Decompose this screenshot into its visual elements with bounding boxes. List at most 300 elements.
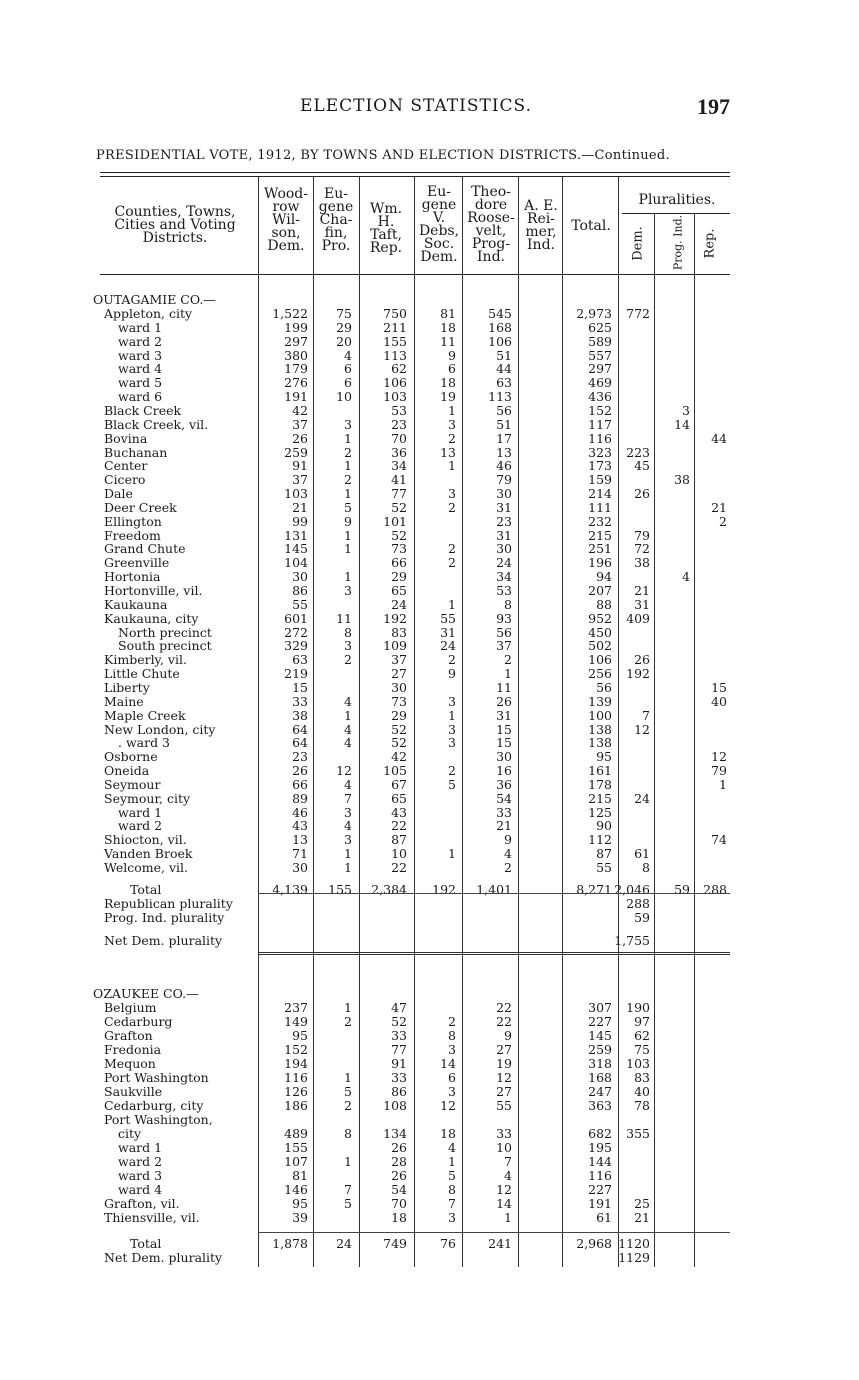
district-name: Grafton, vil. — [104, 1196, 180, 1211]
cell-total: 116 — [588, 1168, 612, 1183]
cell-total: 215 — [588, 527, 612, 543]
district-name: Net Dem. plurality — [104, 1250, 223, 1265]
district-name: Maple Creek — [104, 707, 186, 723]
cell-wilson: 81 — [292, 1168, 308, 1183]
cell-debs: 12 — [440, 1098, 456, 1113]
total-row — [0, 1237, 859, 1251]
cell-total: 144 — [588, 1154, 612, 1169]
district-name: ward 4 — [118, 361, 163, 377]
cell-dem: 72 — [634, 541, 650, 557]
cell-taft: 42 — [391, 749, 407, 765]
cell-roosevelt: 13 — [496, 444, 512, 460]
cell-total: 139 — [588, 693, 612, 709]
cell-chafin: 12 — [336, 763, 352, 779]
cell-roosevelt: 22 — [496, 1000, 512, 1015]
cell-debs: 2 — [448, 1014, 456, 1029]
district-name: Total — [130, 1236, 162, 1251]
cell-total: 436 — [588, 389, 612, 405]
cell-taft: 24 — [391, 596, 407, 612]
district-name: Total — [130, 881, 162, 897]
cell-rep: 74 — [711, 832, 727, 848]
cell-dem: 223 — [626, 444, 650, 460]
cell-total: 232 — [588, 513, 612, 529]
cell-debs: 1 — [448, 458, 456, 474]
cell-debs: 3 — [448, 721, 456, 737]
district-name: Fredonia — [104, 1042, 162, 1057]
cell-roosevelt: 10 — [496, 1140, 512, 1155]
col-header-total: Total. — [571, 218, 611, 234]
cell-prog: 4 — [682, 569, 690, 585]
district-name: Cedarburg, city — [104, 1098, 204, 1113]
col-header-chafin: Eu-gene Cha-fin, Pro. — [318, 186, 354, 254]
table-row — [0, 321, 859, 335]
cell-total: 94 — [596, 569, 612, 585]
table-row — [0, 764, 859, 778]
cell-total: 138 — [588, 735, 612, 751]
table-row — [0, 307, 859, 321]
district-name: ward 1 — [118, 319, 163, 335]
cell-taft: 26 — [391, 1140, 407, 1155]
cell-dem: 1,755 — [614, 932, 650, 948]
cell-taft: 29 — [391, 707, 407, 723]
district-name: Greenville — [104, 555, 170, 571]
cell-roosevelt: 9 — [504, 832, 512, 848]
cell-rep: 15 — [711, 679, 727, 695]
cell-debs: 18 — [440, 1126, 456, 1141]
cell-dem: 97 — [634, 1014, 650, 1029]
cell-debs: 13 — [440, 444, 456, 460]
cell-taft: 36 — [391, 444, 407, 460]
cell-roosevelt: 51 — [496, 416, 512, 432]
cell-taft: 70 — [391, 430, 407, 446]
cell-total: 8,271 — [576, 881, 612, 897]
cell-roosevelt: 7 — [504, 1154, 512, 1169]
cell-roosevelt: 33 — [496, 804, 512, 820]
cell-debs: 5 — [448, 1168, 456, 1183]
cell-prog: 14 — [674, 416, 690, 432]
cell-dem: 288 — [626, 895, 650, 911]
cell-chafin: 2 — [344, 1014, 352, 1029]
cell-dem: 1120 — [618, 1236, 650, 1251]
cell-taft: 26 — [391, 1168, 407, 1183]
cell-debs: 19 — [440, 389, 456, 405]
cell-dem: 31 — [634, 596, 650, 612]
cell-wilson: 38 — [292, 707, 308, 723]
cell-total: 469 — [588, 375, 612, 391]
cell-prog: 3 — [682, 402, 690, 418]
cell-chafin: 1 — [344, 1070, 352, 1085]
table-row — [0, 432, 859, 446]
cell-roosevelt: 23 — [496, 513, 512, 529]
cell-roosevelt: 4 — [504, 846, 512, 862]
cell-debs: 2 — [448, 430, 456, 446]
cell-wilson: 95 — [292, 1028, 308, 1043]
header-bottom-rule — [100, 274, 730, 275]
cell-taft: 27 — [391, 666, 407, 682]
cell-wilson: 99 — [292, 513, 308, 529]
cell-debs: 3 — [448, 1210, 456, 1225]
cell-wilson: 194 — [284, 1056, 308, 1071]
cell-roosevelt: 54 — [496, 790, 512, 806]
table-row — [0, 598, 859, 612]
cell-chafin: 3 — [344, 583, 352, 598]
cell-taft: 211 — [383, 319, 407, 335]
table-row — [0, 667, 859, 681]
page-header-title: ELECTION STATISTICS. — [300, 96, 532, 116]
cell-roosevelt: 22 — [496, 1014, 512, 1029]
cell-taft: 73 — [391, 541, 407, 557]
table-row — [0, 695, 859, 709]
cell-taft: 22 — [391, 860, 407, 875]
cell-chafin: 3 — [344, 832, 352, 848]
table-row — [0, 515, 859, 529]
district-name: Center — [104, 458, 148, 474]
cell-debs: 81 — [440, 306, 456, 321]
cell-chafin: 9 — [344, 513, 352, 529]
cell-dem: 103 — [626, 1056, 650, 1071]
cell-dem: 25 — [634, 1196, 650, 1211]
table-row — [0, 792, 859, 806]
cell-roosevelt: 17 — [496, 430, 512, 446]
cell-dem: 1129 — [618, 1250, 650, 1265]
district-name: ward 3 — [118, 347, 163, 363]
cell-dem: 79 — [634, 527, 650, 543]
table-row — [0, 1211, 859, 1225]
district-name: Seymour, city — [104, 790, 191, 806]
page-number: 197 — [697, 94, 730, 119]
cell-rep: 288 — [703, 881, 727, 897]
cell-total: 502 — [588, 638, 612, 654]
cell-chafin: 1 — [344, 458, 352, 474]
cell-chafin: 1 — [344, 1000, 352, 1015]
table-row — [0, 1015, 859, 1029]
cell-debs: 1 — [448, 596, 456, 612]
cell-total: 363 — [588, 1098, 612, 1113]
cell-roosevelt: 8 — [504, 596, 512, 612]
cell-roosevelt: 36 — [496, 776, 512, 792]
cell-total: 297 — [588, 361, 612, 377]
cell-taft: 18 — [391, 1210, 407, 1225]
table-row — [0, 1071, 859, 1085]
cell-roosevelt: 33 — [496, 1126, 512, 1141]
cell-debs: 2 — [448, 541, 456, 557]
cell-taft: 47 — [391, 1000, 407, 1015]
cell-debs: 6 — [448, 361, 456, 377]
cell-chafin: 24 — [336, 1236, 352, 1251]
district-name: Port Washington, — [104, 1112, 213, 1127]
table-row — [0, 1127, 859, 1141]
cell-wilson: 380 — [284, 347, 308, 363]
cell-taft: 43 — [391, 804, 407, 820]
table-row — [0, 487, 859, 501]
cell-total: 227 — [588, 1014, 612, 1029]
cell-dem: 24 — [634, 790, 650, 806]
district-name: . ward 3 — [118, 735, 171, 751]
table-row — [0, 1183, 859, 1197]
cell-total: 318 — [588, 1056, 612, 1071]
cell-taft: 66 — [391, 555, 407, 571]
cell-debs: 2 — [448, 763, 456, 779]
cell-rep: 2 — [719, 513, 727, 529]
cell-wilson: 64 — [292, 735, 308, 751]
cell-chafin: 1 — [344, 860, 352, 875]
plurality-row — [0, 897, 859, 911]
cell-wilson: 21 — [292, 499, 308, 515]
cell-chafin: 1 — [344, 846, 352, 862]
cell-debs: 55 — [440, 610, 456, 626]
cell-chafin: 4 — [344, 693, 352, 709]
county-heading — [0, 987, 859, 1001]
cell-chafin: 6 — [344, 375, 352, 391]
cell-wilson: 219 — [284, 666, 308, 682]
cell-total: 90 — [596, 818, 612, 834]
cell-rep: 79 — [711, 763, 727, 779]
cell-chafin: 2 — [344, 1098, 352, 1113]
top-rule — [100, 172, 730, 173]
cell-roosevelt: 2 — [504, 652, 512, 668]
cell-wilson: 126 — [284, 1084, 308, 1099]
cell-wilson: 145 — [284, 541, 308, 557]
cell-roosevelt: 34 — [496, 569, 512, 585]
cell-roosevelt: 11 — [496, 679, 512, 695]
cell-wilson: 33 — [292, 693, 308, 709]
cell-wilson: 272 — [284, 624, 308, 640]
cell-roosevelt: 56 — [496, 402, 512, 418]
cell-dem: 7 — [642, 707, 650, 723]
table-row — [0, 404, 859, 418]
net-plurality-row — [0, 934, 859, 948]
cell-total: 116 — [588, 430, 612, 446]
cell-chafin: 2 — [344, 472, 352, 488]
cell-taft: 192 — [383, 610, 407, 626]
cell-dem: 8 — [642, 860, 650, 875]
cell-debs: 24 — [440, 638, 456, 654]
cell-total: 2,968 — [576, 1236, 612, 1251]
cell-debs: 6 — [448, 1070, 456, 1085]
cell-taft: 52 — [391, 721, 407, 737]
district-name: New London, city — [104, 721, 216, 737]
district-name: Thiensville, vil. — [104, 1210, 200, 1225]
table-title: PRESIDENTIAL VOTE, 1912, BY TOWNS AND ELECTION DISTRICTS.—Continued. — [96, 148, 670, 163]
district-name: Black Creek, vil. — [104, 416, 209, 432]
cell-wilson: 46 — [292, 804, 308, 820]
cell-wilson: 152 — [284, 1042, 308, 1057]
district-name: Hortonville, vil. — [104, 583, 203, 598]
col-header-roosevelt: Theo-dore Roose-velt, Prog-Ind. — [467, 184, 515, 265]
cell-roosevelt: 241 — [488, 1236, 512, 1251]
cell-debs: 3 — [448, 416, 456, 432]
cell-roosevelt: 2 — [504, 860, 512, 875]
cell-taft: 65 — [391, 790, 407, 806]
cell-wilson: 489 — [284, 1126, 308, 1141]
table-row — [0, 501, 859, 515]
cell-chafin: 4 — [344, 721, 352, 737]
cell-total: 56 — [596, 679, 612, 695]
cell-debs: 192 — [432, 881, 456, 897]
cell-wilson: 63 — [292, 652, 308, 668]
cell-wilson: 104 — [284, 555, 308, 571]
cell-roosevelt: 30 — [496, 749, 512, 765]
col-header-district: Counties, Towns, Cities and Voting Districts. — [114, 204, 236, 246]
cell-debs: 1 — [448, 1154, 456, 1169]
cell-dem: 772 — [626, 306, 650, 321]
cell-dem: 62 — [634, 1028, 650, 1043]
cell-debs: 8 — [448, 1182, 456, 1197]
cell-total: 55 — [596, 860, 612, 875]
table-row — [0, 1197, 859, 1211]
cell-prog: 38 — [674, 472, 690, 488]
district-name: Republican plurality — [104, 895, 233, 911]
district-name: Prog. Ind. plurality — [104, 909, 225, 925]
cell-roosevelt: 31 — [496, 499, 512, 515]
cell-debs: 11 — [440, 333, 456, 349]
cell-chafin: 8 — [344, 1126, 352, 1141]
cell-chafin: 1 — [344, 569, 352, 585]
cell-roosevelt: 545 — [488, 306, 512, 321]
cell-chafin: 5 — [344, 499, 352, 515]
cell-dem: 38 — [634, 555, 650, 571]
cell-debs: 5 — [448, 776, 456, 792]
cell-roosevelt: 113 — [488, 389, 512, 405]
cell-chafin: 3 — [344, 804, 352, 820]
cell-wilson: 186 — [284, 1098, 308, 1113]
table-row — [0, 1057, 859, 1071]
district-name: Cicero — [104, 472, 146, 488]
col-header-debs: Eu-gene V. Debs, Soc. Dem. — [418, 184, 460, 265]
cell-wilson: 131 — [284, 527, 308, 543]
cell-roosevelt: 1 — [504, 666, 512, 682]
cell-wilson: 71 — [292, 846, 308, 862]
cell-chafin: 75 — [336, 306, 352, 321]
cell-taft: 113 — [383, 347, 407, 363]
cell-total: 589 — [588, 333, 612, 349]
cell-chafin: 1 — [344, 527, 352, 543]
cell-rep: 12 — [711, 749, 727, 765]
district-name: Hortonia — [104, 569, 161, 585]
cell-prog: 59 — [674, 881, 690, 897]
cell-wilson: 37 — [292, 416, 308, 432]
cell-taft: 749 — [383, 1236, 407, 1251]
cell-chafin: 11 — [336, 610, 352, 626]
district-name: Saukville — [104, 1084, 163, 1099]
cell-dem: 83 — [634, 1070, 650, 1085]
cell-taft: 70 — [391, 1196, 407, 1211]
cell-taft: 62 — [391, 361, 407, 377]
cell-dem: 78 — [634, 1098, 650, 1113]
cell-total: 256 — [588, 666, 612, 682]
cell-chafin: 155 — [328, 881, 352, 897]
district-name: city — [118, 1126, 142, 1141]
cell-chafin: 4 — [344, 347, 352, 363]
cell-roosevelt: 4 — [504, 1168, 512, 1183]
cell-total: 145 — [588, 1028, 612, 1043]
cell-dem: 409 — [626, 610, 650, 626]
cell-roosevelt: 56 — [496, 624, 512, 640]
cell-taft: 103 — [383, 389, 407, 405]
cell-roosevelt: 14 — [496, 1196, 512, 1211]
cell-total: 173 — [588, 458, 612, 474]
cell-total: 307 — [588, 1000, 612, 1015]
cell-wilson: 259 — [284, 444, 308, 460]
cell-total: 138 — [588, 721, 612, 737]
cell-chafin: 3 — [344, 638, 352, 654]
cell-total: 259 — [588, 1042, 612, 1057]
district-name: ward 6 — [118, 389, 163, 405]
cell-total: 557 — [588, 347, 612, 363]
cell-total: 88 — [596, 596, 612, 612]
cell-wilson: 42 — [292, 402, 308, 418]
cell-total: 214 — [588, 486, 612, 502]
district-name: Kimberly, vil. — [104, 652, 187, 668]
cell-total: 61 — [596, 1210, 612, 1225]
cell-roosevelt: 15 — [496, 721, 512, 737]
cell-total: 247 — [588, 1084, 612, 1099]
cell-dem: 192 — [626, 666, 650, 682]
cell-taft: 67 — [391, 776, 407, 792]
table-row — [0, 1141, 859, 1155]
cell-roosevelt: 21 — [496, 818, 512, 834]
cell-wilson: 66 — [292, 776, 308, 792]
cell-wilson: 13 — [292, 832, 308, 848]
col-header-pl-rep: Rep. — [702, 228, 718, 259]
col-header-wilson: Wood-row Wil-son, Dem. — [264, 186, 308, 254]
cell-chafin: 3 — [344, 416, 352, 432]
cell-dem: 40 — [634, 1084, 650, 1099]
table-row — [0, 1085, 859, 1099]
cell-wilson: 39 — [292, 1210, 308, 1225]
cell-roosevelt: 55 — [496, 1098, 512, 1113]
table-row — [0, 1169, 859, 1183]
cell-taft: 10 — [391, 846, 407, 862]
cell-dem: 12 — [634, 721, 650, 737]
cell-wilson: 26 — [292, 763, 308, 779]
district-name: Freedom — [104, 527, 161, 543]
cell-roosevelt: 19 — [496, 1056, 512, 1071]
cell-roosevelt: 79 — [496, 472, 512, 488]
cell-wilson: 116 — [284, 1070, 308, 1085]
district-name: North precinct — [118, 624, 212, 640]
cell-wilson: 89 — [292, 790, 308, 806]
cell-chafin: 2 — [344, 652, 352, 668]
cell-wilson: 23 — [292, 749, 308, 765]
cell-roosevelt: 24 — [496, 555, 512, 571]
total-row — [0, 883, 859, 897]
cell-wilson: 191 — [284, 389, 308, 405]
cell-total: 106 — [588, 652, 612, 668]
county-heading — [0, 293, 859, 307]
cell-taft: 34 — [391, 458, 407, 474]
cell-debs: 3 — [448, 486, 456, 502]
cell-debs: 1 — [448, 402, 456, 418]
cell-chafin: 6 — [344, 361, 352, 377]
cell-debs: 2 — [448, 652, 456, 668]
cell-debs: 1 — [448, 707, 456, 723]
cell-roosevelt: 15 — [496, 735, 512, 751]
cell-total: 100 — [588, 707, 612, 723]
cell-roosevelt: 30 — [496, 486, 512, 502]
cell-roosevelt: 26 — [496, 693, 512, 709]
district-name: ward 2 — [118, 818, 163, 834]
district-name: Shiocton, vil. — [104, 832, 187, 848]
district-name: ward 4 — [118, 1182, 163, 1197]
cell-total: 178 — [588, 776, 612, 792]
cell-total: 251 — [588, 541, 612, 557]
cell-roosevelt: 27 — [496, 1042, 512, 1057]
cell-wilson: 4,139 — [272, 881, 308, 897]
cell-wilson: 64 — [292, 721, 308, 737]
cell-taft: 52 — [391, 499, 407, 515]
district-name: ward 5 — [118, 375, 163, 391]
